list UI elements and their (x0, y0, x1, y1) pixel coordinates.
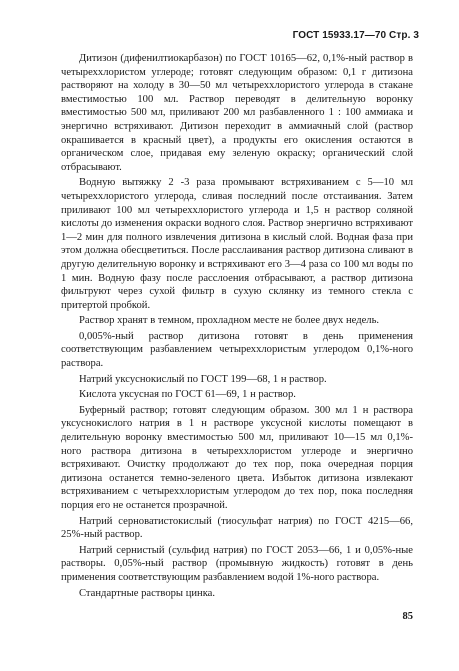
standard-header: ГОСТ 15933.17—70 Стр. 3 (292, 30, 419, 41)
paragraph-zinc-standards: Стандартные растворы цинка. (79, 587, 216, 599)
paragraph-buffer-solution: Буферный раствор; готовят следующим образом. 300 мл 1 н раствора уксуснокислого натрия в 1 н растворе уксусной кислоты помещают в делительную воронку вместимостью 500 мл, приливают 10—15 мл 0,1%-ного раствора дитизона в четыреххлористом углероде и энергично встряхивают. Очистку продолжают до тех пор, пока очередная порция дитизона останется темно-зеленого цвета. Избыток дитизона извлекают встряхиванием с четыреххлористым углеродом до тех пор, пока последняя порция его не останется прозрачной. (61, 404, 413, 511)
paragraph-sodium-acetate: Натрий уксуснокислый по ГОСТ 199—68, 1 н раствор. (79, 373, 327, 385)
paragraph-dithizone: Дитизон (дифенилтиокарбазон) по ГОСТ 10165—62, 0,1%-ный раствор в четыреххлористом углероде; готовят следующим образом: 0,1 г дитизона растворяют на холоду в 30—50 мл четыреххлористого углерода в стакане вместимостью 100 мл. Раствор переводят в делительную воронку вместимостью 500 мл, приливают 200 мл разбавленного 1 : 100 аммиака и энергично встряхивают. Дитизон переходит в аммиачный слой (раствор окрашивается в красный цвет), а продукты его окисления остаются в органическом слое, придавая ему зеленую окраску; органический слой отбрасывают. (61, 53, 413, 173)
document-body (61, 52, 413, 602)
paragraph-sodium-sulfide: Натрий сернистый (сульфид натрия) по ГОСТ 2053—66, 1 и 0,05%-ные растворы. 0,05%-ный раствор (промывную жидкость) готовят в день применения соответствующим разбавлением водой 1%-ного раствора. (61, 544, 413, 583)
paragraph-aqueous-extract: Водную вытяжку 2 -3 раза промывают встряхиванием с 5—10 мл четыреххлористого углерода, сливая последний после отстаивания. Затем приливают 100 мл четыреххлористого углерода и 1,5 н раствор соляной кислоты до изменения окраски водного слоя. Раствор энергично встряхивают 1—2 мин для полного извлечения дитизона в кислый слой. Водная фаза при этом должна обесцветиться. После расслаивания раствор дитизона сливают в другую делительную воронку и встряхивают его 3—4 раза со 100 мл воды по 1 мин. Водную фазу после расслоения отбрасывают, а раствор дитизона фильтруют через сухой фильтр в сухую склянку из темного стекла с притертой пробкой. (61, 177, 413, 311)
paragraph-sodium-thiosulfate: Натрий серноватистокислый (тиосульфат натрия) по ГОСТ 4215—66, 25%-ный раствор. (61, 515, 413, 541)
page-number: 85 (402, 611, 413, 622)
paragraph-dilute-dithizone: 0,005%-ный раствор дитизона готовят в день применения соответствующим разбавлением четыреххлористым углеродом 0,1%-ного раствора. (61, 330, 413, 370)
paragraph-storage: Раствор хранят в темном, прохладном месте не более двух недель. (79, 315, 380, 327)
paragraph-acetic-acid: Кислота уксусная по ГОСТ 61—69, 1 н раствор. (79, 389, 296, 401)
